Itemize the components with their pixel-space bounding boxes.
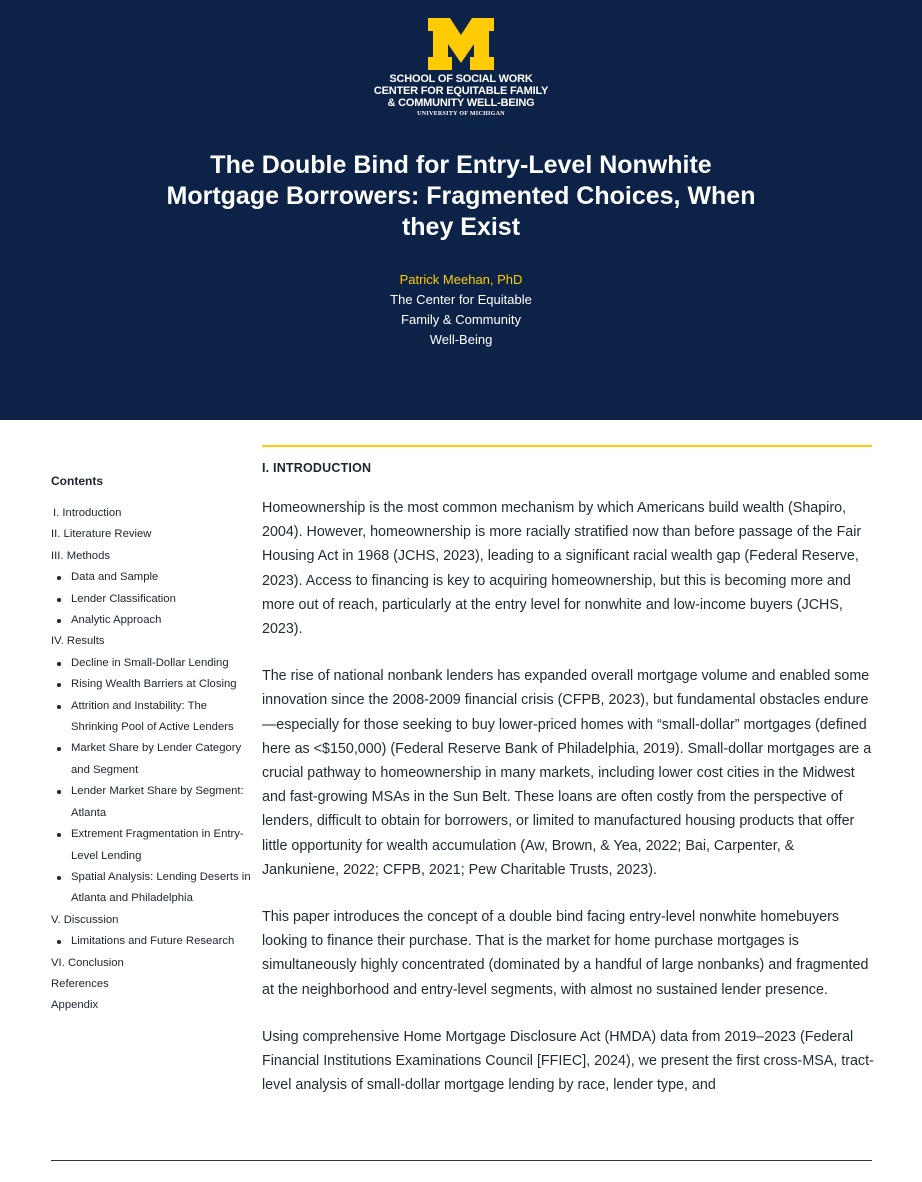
toc-link[interactable]: Data and Sample <box>51 567 251 588</box>
section-heading: I. INTRODUCTION <box>262 461 372 475</box>
author-name: Patrick Meehan, PhD <box>399 272 523 287</box>
toc-list <box>51 503 251 1017</box>
toc-link[interactable]: VI. Conclusion <box>51 956 124 969</box>
toc-link[interactable]: IV. Results <box>51 635 105 648</box>
toc-link[interactable]: Market Share by Lender Category and Segment <box>51 738 251 781</box>
toc-link[interactable]: Decline in Small-Dollar Lending <box>51 653 251 674</box>
university-name: UNIVERSITY OF MICHIGAN <box>417 111 505 117</box>
author-affiliation: The Center for Equitable <box>390 292 532 307</box>
toc-link[interactable]: Lender Classification <box>51 589 251 610</box>
body-paragraph: This paper introduces the concept of a double bind facing entry-level nonwhite homebuyers looking to finance their purchase. That is the market for home purchase mortgages is simultaneously highly concentrated (dominated by a handful of large nonbanks) and fragmented at the neighborhood and entry-level segments, with almost no sustained lender presence. <box>262 909 869 998</box>
toc-link[interactable]: Spatial Analysis: Lending Deserts in Atlanta and Philadelphia <box>51 867 251 910</box>
body-paragraph: Homeownership is the most common mechanism by which Americans build wealth (Shapiro, 2004). However, homeownership is more racially stratified now than before passage of the Fair Housing Act in 1968 (JCHS, 2023), leading to a significant racial wealth gap (Federal Reserve, 2023). Access to financing is key to acquiring homeownership, but this is becoming more and more out of reach, particularly at the entry level for nonwhite and low-income buyers (JCHS, 2023). <box>262 500 862 638</box>
toc-link[interactable]: Attrition and Instability: The Shrinking Pool of Active Lenders <box>51 696 251 739</box>
toc-link[interactable]: Analytic Approach <box>51 610 251 631</box>
toc-link[interactable]: III. Methods <box>51 549 111 562</box>
toc-link[interactable]: Appendix <box>51 999 99 1012</box>
toc-link[interactable]: Rising Wealth Barriers at Closing <box>51 674 251 695</box>
institution-line: & COMMUNITY WELL-BEING <box>387 97 535 109</box>
author-affiliation: Well-Being <box>429 332 493 347</box>
body-paragraph: The rise of national nonbank lenders has expanded overall mortgage volume and enabled some innovation since the 2008-2009 financial crisis (CFPB, 2023), but fundamental obstacles endure—especially for those seeking to buy lower-priced homes with “small-dollar” mortgages (defined here as <$150,000) (Federal Reserve Bank of Philadelphia, 2019). Small-dollar mortgages are a crucial pathway to homeownership in many markets, including lower cost cities in the Midwest and fast-growing MSAs in the Sun Belt. These loans are often costly from the perspective of lenders, difficult to obtain for borrowers, or limited to manufactured housing products that offer little opportunity for wealth accumulation (Aw, Brown, & Yea, 2022; Bai, Carpenter, & Jankuniene, 2022; CFPB, 2021; Pew Charitable Trusts, 2023). <box>262 668 872 878</box>
toc-link[interactable]: Lender Market Share by Segment: Atlanta <box>51 781 251 824</box>
footer-rule <box>51 1160 872 1161</box>
header-banner <box>0 0 922 420</box>
institution-line: CENTER FOR EQUITABLE FAMILY <box>373 85 549 97</box>
toc-link[interactable]: References <box>51 977 109 990</box>
author-affiliation: Family & Community <box>401 312 521 327</box>
toc-heading: Contents <box>51 474 103 488</box>
section-divider <box>262 445 872 447</box>
toc-link[interactable]: Extrement Fragmentation in Entry-Level Lending <box>51 824 251 867</box>
institution-line: SCHOOL OF SOCIAL WORK <box>389 73 533 85</box>
table-of-contents <box>51 473 251 1017</box>
body-paragraph: Using comprehensive Home Mortgage Disclosure Act (HMDA) data from 2019–2023 (Federal Financial Institutions Examinations Council [FFIEC], 2024), we present the first cross-MSA, tract-level analysis of small-dollar mortgage lending by race, lender type, and <box>262 1028 874 1094</box>
university-m-logo <box>426 18 496 70</box>
toc-link[interactable]: V. Discussion <box>51 913 119 926</box>
toc-link[interactable]: I. Introduction <box>53 507 122 519</box>
toc-link[interactable]: Limitations and Future Research <box>51 931 251 952</box>
main-content <box>262 460 874 1120</box>
toc-link[interactable]: II. Literature Review <box>51 528 152 541</box>
document-title: The Double Bind for Entry-Level Nonwhite Mortgage Borrowers: Fragmented Choices, When they Exist <box>166 151 756 241</box>
